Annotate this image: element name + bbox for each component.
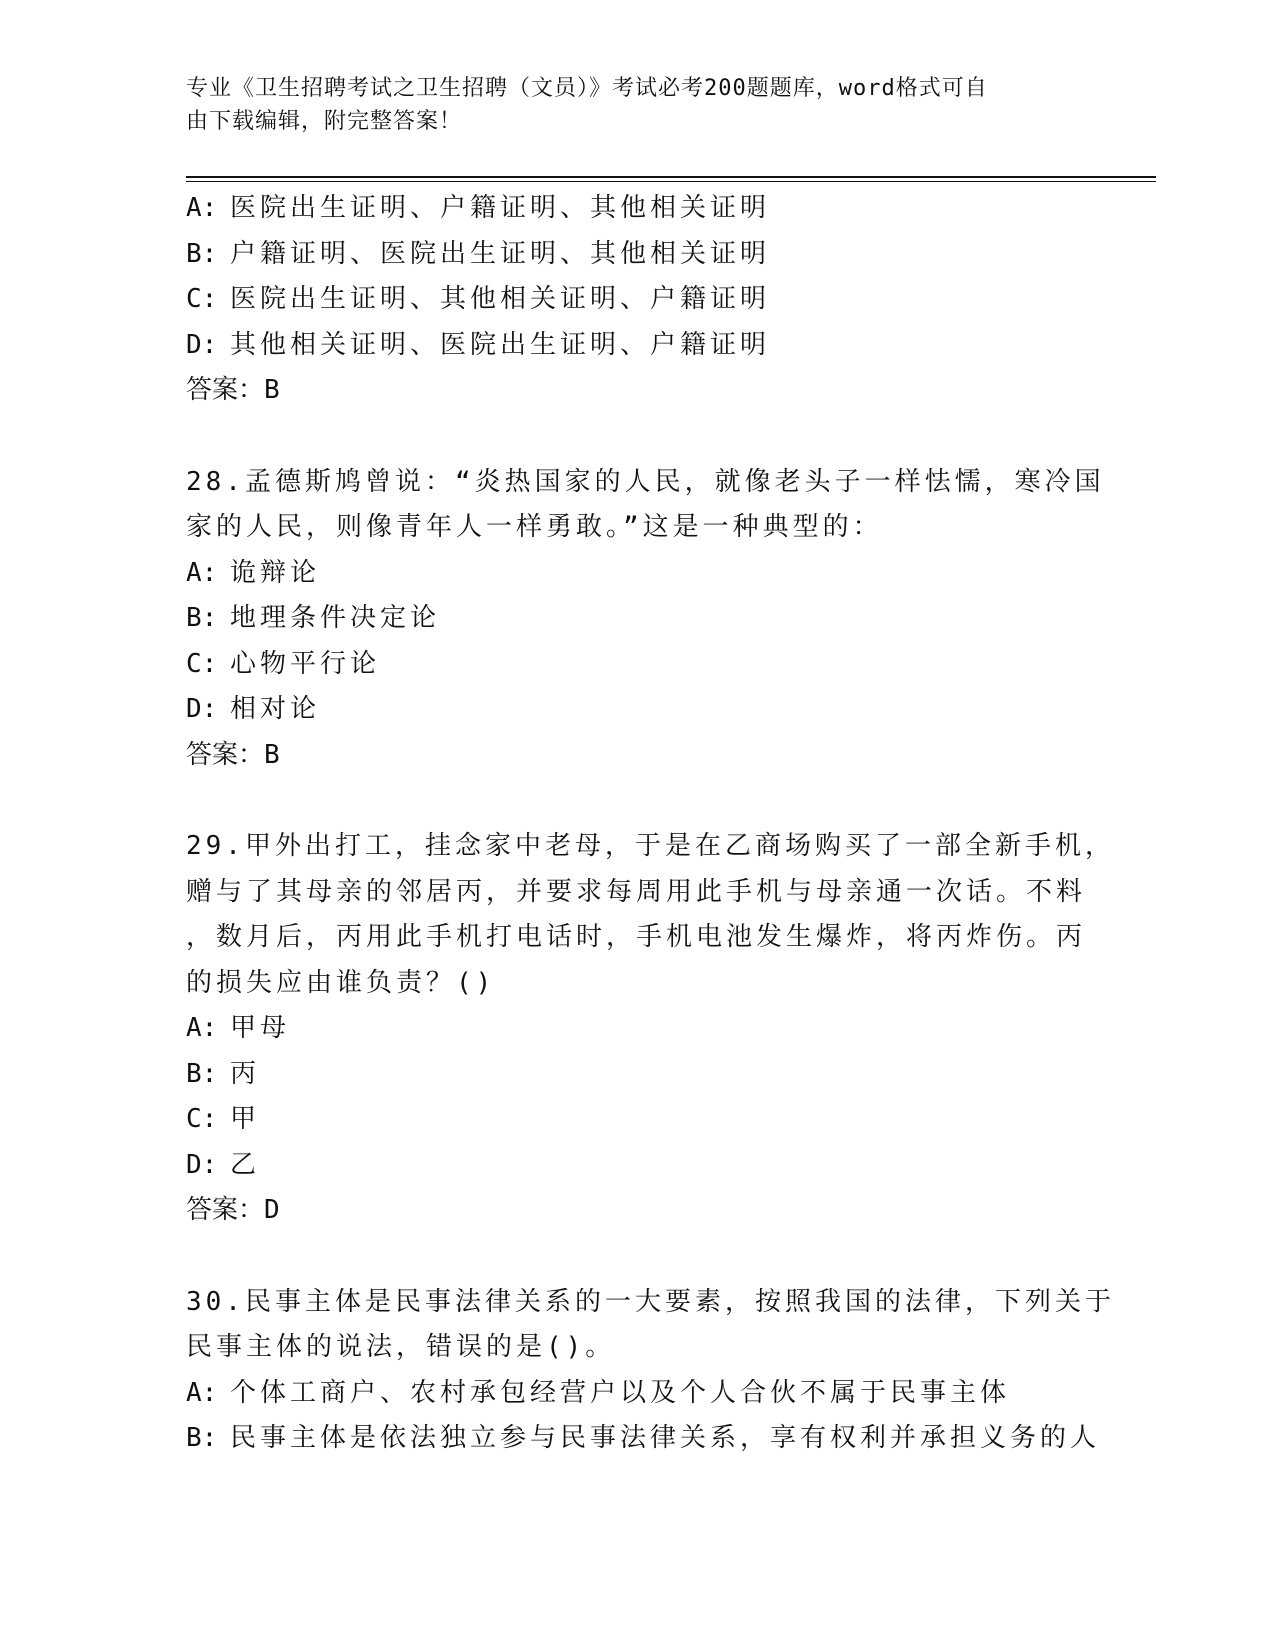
option-text: 心物平行论 — [230, 648, 381, 679]
answer-line: 答案：B — [186, 375, 280, 405]
option-letter: D: — [186, 694, 218, 724]
option-letter: A: — [186, 1013, 218, 1043]
option-letter: A: — [186, 193, 218, 223]
option-b — [186, 1052, 1086, 1098]
option-text: 诡辩论 — [230, 557, 321, 588]
option-d — [186, 687, 1086, 733]
option-text: 甲 — [230, 1104, 261, 1134]
question-stem-line: 29.甲外出打工，挂念家中老母，于是在乙商场购买了一部全新手机， — [186, 831, 1115, 861]
option-letter: B: — [186, 603, 218, 633]
option-letter: A: — [186, 557, 218, 588]
option-text: 丙 — [230, 1058, 261, 1089]
option-d — [186, 323, 1086, 369]
question-28-block — [186, 460, 1105, 779]
option-a — [186, 551, 1086, 597]
option-letter: C: — [186, 284, 218, 314]
option-text: 民事主体是依法独立参与民事法律关系，享有权利并承担义务的人 — [230, 1423, 1101, 1453]
option-text: 户籍证明、医院出生证明、其他相关证明 — [230, 238, 771, 269]
option-letter: B: — [186, 1058, 218, 1089]
option-letter: C: — [186, 1104, 218, 1134]
question-stem-line: 30.民事主体是民事法律关系的一大要素，按照我国的法律，下列关于 — [186, 1286, 1115, 1317]
option-letter: C: — [186, 648, 218, 679]
option-text: 个体工商户、农村承包经营户以及个人合伙不属于民事主体 — [230, 1377, 1011, 1408]
option-text: 乙 — [230, 1149, 261, 1180]
header-title-line-2: 由下载编辑，附完整答案！ — [186, 109, 463, 134]
option-text: 医院出生证明、户籍证明、其他相关证明 — [230, 193, 771, 223]
answer-line: 答案：B — [186, 739, 280, 770]
header-divider-thin — [186, 181, 1156, 182]
option-a — [186, 1371, 1086, 1417]
option-a — [186, 1006, 1086, 1052]
question-stem-line: 民事主体的说法，错误的是()。 — [186, 1332, 616, 1362]
question-stem-line: 赠与了其母亲的邻居丙，并要求每周用此手机与母亲通一次话。不料 — [186, 876, 1087, 907]
question-30-block — [186, 1280, 1115, 1462]
option-letter: D: — [186, 329, 218, 360]
document-body — [186, 186, 1115, 1462]
answer-line: 答案：D — [186, 1195, 280, 1225]
question-27-block — [186, 186, 1086, 414]
header-divider-thick — [186, 176, 1156, 178]
option-d — [186, 1143, 1086, 1189]
question-stem-line: 的损失应由谁负责？() — [186, 967, 496, 998]
option-b — [186, 232, 1086, 278]
option-text: 甲母 — [230, 1013, 291, 1043]
question-29-block — [186, 824, 1115, 1234]
option-c — [186, 1097, 1086, 1143]
question-stem-line: ，数月后，丙用此手机打电话时，手机电池发生爆炸，将丙炸伤。丙 — [186, 922, 1087, 952]
option-b — [186, 596, 1086, 642]
option-letter: B: — [186, 1423, 218, 1453]
option-c — [186, 277, 1086, 323]
option-a — [186, 186, 1086, 232]
option-text: 地理条件决定论 — [230, 603, 441, 633]
header-title-line-1: 专业《卫生招聘考试之卫生招聘（文员）》考试必考200题题库，word格式可自 — [186, 76, 988, 101]
question-stem-line: 28.孟德斯鸠曾说：“炎热国家的人民，就像老头子一样怯懦，寒冷国 — [186, 466, 1105, 497]
option-text: 其他相关证明、医院出生证明、户籍证明 — [230, 329, 771, 360]
option-letter: D: — [186, 1149, 218, 1180]
option-c — [186, 642, 1086, 688]
document-header — [186, 72, 1066, 138]
question-stem-line: 家的人民，则像青年人一样勇敢。”这是一种典型的： — [186, 512, 883, 542]
option-text: 相对论 — [230, 694, 321, 724]
option-b — [186, 1416, 1101, 1462]
option-text: 医院出生证明、其他相关证明、户籍证明 — [230, 284, 771, 314]
option-letter: A: — [186, 1377, 218, 1408]
option-letter: B: — [186, 238, 218, 269]
